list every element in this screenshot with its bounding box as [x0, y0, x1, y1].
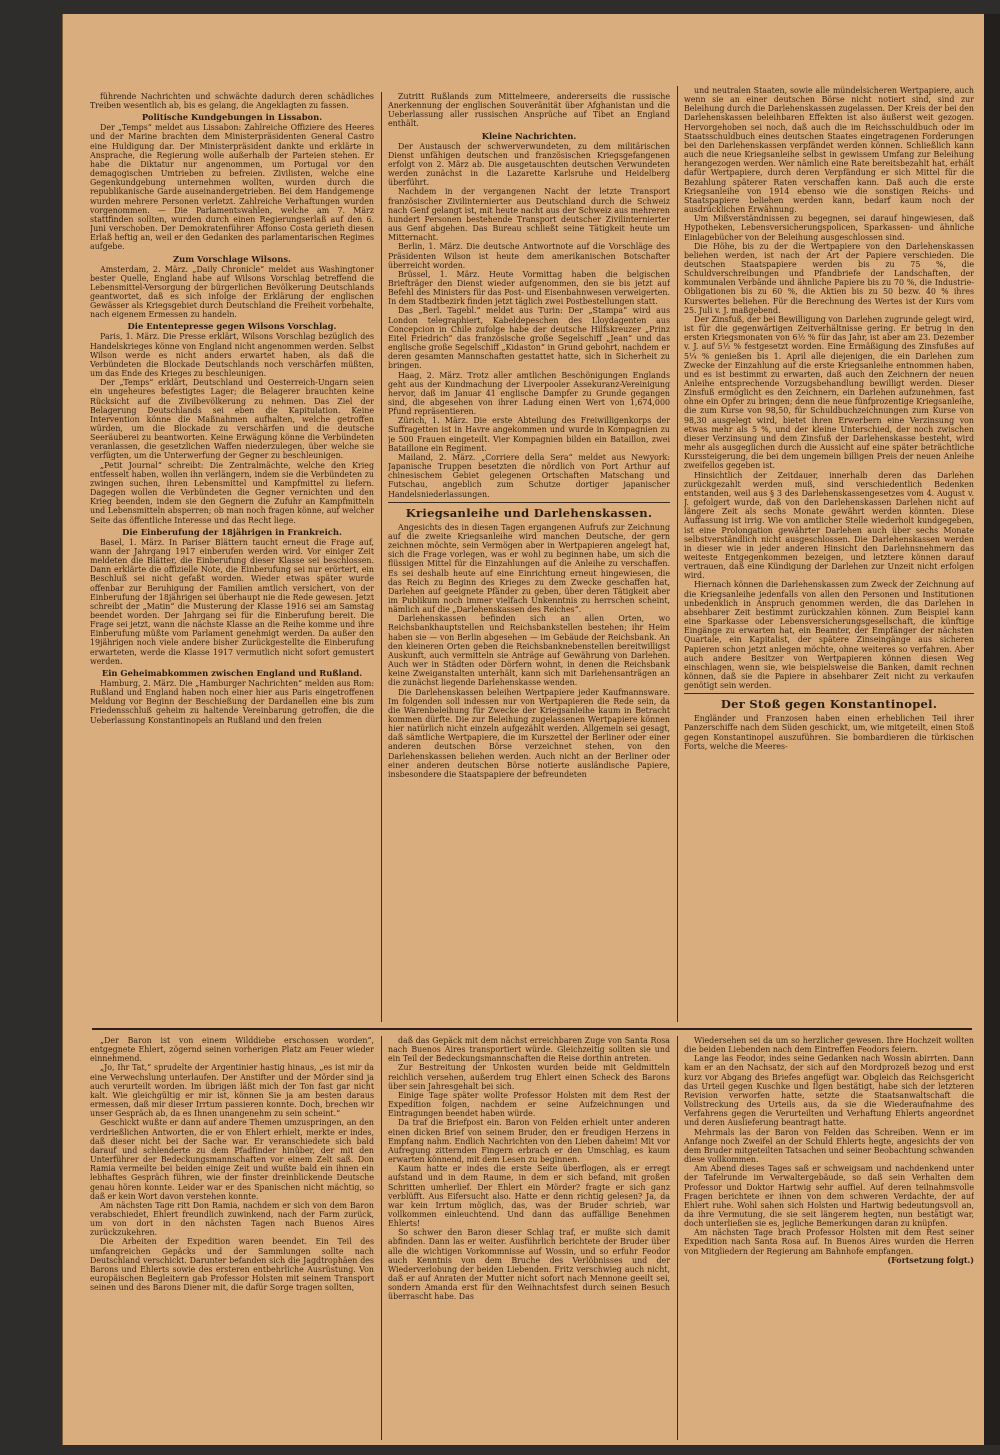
paragraph: Am nächsten Tage ritt Don Ramia, nachdem er sich von dem Baron verabschiedet, Ehlert freundlich zuwinkend, nach der Farm zurück, um von dort in den nächsten Tagen nach Buenos Aires zurückzukehren. [90, 1200, 374, 1238]
section-heading: Politische Kundgebungen in Lissabon. [141, 112, 323, 123]
top-column-2 [388, 92, 670, 1022]
paragraph: „Petit Journal“ schreibt: Die Zentralmächte, welche den Krieg entfesselt haben, wollen ihn verlängern, indem sie die Verbündeten zu zwingen suchen, ihren Lebensmittel und Kampfmittel zu liefern. Dagegen wollen die Verbündeten die Gegner vernichten und den Krieg beenden, indem sie den Gegnern die Zufuhr an Kampfmitteln und Lebensmitteln absperren; ob man noch fragen könne, auf welcher Seite das öffentliche Interesse und das Recht liege. [90, 460, 374, 525]
paragraph: Darlehenskassen befinden sich an allen Orten, wo Reichsbankhauptstellen und Reichsbankstellen bestehen; ihr Heim haben sie — von Berlin abgesehen — im Gebäude der Reichsbank. An den kleineren Orten geben die Reichsbanknebenstellen bereitwilligst Auskunft, auch vermitteln sie Anträge auf Gewährung von Darlehen. Auch wer in Städten oder Dörfern wohnt, in denen die Reichsbank keine Zweiganstalten unterhält, kann sich mit Darlehensanträgen an die zunächst liegende Darlehenskasse wenden. [388, 614, 670, 688]
section-heading: Kleine Nachrichten. [481, 130, 577, 141]
paragraph: und neutralen Staaten, sowie alle mündelsicheren Wertpapiere, auch wenn sie an einer deutschen Börse nicht notiert sind, sind zur Beleihung durch die Darlehenskassen zugelassen. Der Kreis der bei den Darlehenskassen beleihbaren Effekten ist also äußerst weit gezogen. Hervorgehoben sei noch, daß auch die im Reichsschuldbuch oder im Staatsschuldbuch eines deutschen Staates eingetragenen Forderungen bei den Darlehenskassen verpfändet werden können. Schließlich kann auch die neue Kriegsanleihe selbst in gewissem Umfang zur Beleihung herangezogen werden. Wer nämlich eine Rate bereitsbezahlt hat, erhält dafür Wertpapiere, durch deren Verpfändung er sich Mittel für die Bezahlung späterer Raten verschaffen kann. Daß auch die erste Kriegsanleihe von 1914 ebenso wie die sonstigen Reichs- und Staatspapiere beliehen werden kann, bedarf kaum noch der ausdrücklichen Erwähnung. [684, 86, 974, 215]
paragraph: Mehrmals las der Baron von Felden das Schreiben. Wenn er im Anfange noch Zweifel an der Schuld Ehlerts hegte, angesichts der von dem Bruder mitgeteilten Tatsachen und seiner Beobachtung schwanden diese vollkommen. [684, 1127, 974, 1165]
paragraph: Basel, 1. März. In Pariser Blättern taucht erneut die Frage auf, wann der Jahrgang 1917 einberufen werden wird. Vor einiger Zeit meldeten die Blätter, die Einberufung dieser Klasse sei beschlossen. Dann erklärte die offizielle Note, die Einberufung sei nur erörtert, ein Beschluß sei nicht gefaßt worden. Wieder etwas später wurde offenbar zur Beruhigung der Familien amtlich versichert, von der Einberufung der 18jährigen sei überhaupt nie die Rede gewesen. Jetzt schreibt der „Matin“ die Musterung der Klasse 1916 sei am Samstag beendet worden. Der Jahrgang sei für die Einberufung bereit. Die Frage sei jetzt, wann die nächste Klasse an die Reihe komme und ihre Einberufung müßte vom Parlament genehmigt werden. Da außer den 19jährigen noch viele andere bisher Zurückgestellte die Einberufung erwarteten, werde die Klasse 1917 vermutlich nicht sofort gemustert werden. [90, 537, 374, 666]
article-headline: Der Stoß gegen Konstantinopel. [720, 697, 938, 712]
paragraph: „Jo, Ihr Tat,“ sprudelte der Argentinier hastig hinaus, „es ist mir da eine Verwechslung unterlaufen. Der Anstifter und der Mörder sind ja auch verurteilt worden. Im übrigen läßt mich der Ton fast gar nicht kalt. Wie gleichgültig er mir ist, können Sie ja am besten daraus ermessen, daß mir dieser Irrtum passieren konnte. Doch, brechen wir unser Gespräch ab, da es Ihnen unangenehm zu sein scheint.“ [90, 1063, 374, 1119]
top-column-3 [684, 86, 974, 1022]
paragraph: Der Austausch der schwerverwundeten, zu dem militärischen Dienst unfähigen deutschen und französischen Kriegsgefangenen erfolgt von 2. März ab. Die ausgetauschten deutschen Verwundeten werden zunächst in die Lazarette Karlsruhe und Heidelberg überführt. [388, 141, 670, 188]
paragraph: Hamburg, 2. März. Die „Hamburger Nachrichten“ melden aus Rom: Rußland und England haben noch einer hier aus Paris eingetroffenen Meldung vor Beginn der Beschießung der Dardanellen eine bis zum Friedensschluß geheim zu haltende Vereinbarung getroffen, die die Ueberlassung Konstantinopels an Rußland und den freien [90, 678, 374, 725]
feuilleton-column-3 [684, 1036, 974, 1440]
paragraph: Das „Berl. Tagebl.“ meldet aus Turin: Der „Stampa“ wird aus London telegraphiert, Kabeldepeschen des Lloydagenten aus Concepcion in Chile zufolge habe der deutsche Hilfskreuzer „Prinz Eitel Friedrich“ das französische große Segelschiff „Jean“ und das englische große Segelschiff „Kidaston“ in Grund gebohrt, nachdem er deren gesamten Mannschaften gestattet hatte, sich in Sicherheit zu bringen. [388, 306, 670, 371]
top-column-1 [90, 92, 374, 1022]
section-heading: Ein Geheimabkommen zwischen England und Rußland. [101, 667, 363, 678]
paragraph: Engländer und Franzosen haben einen erheblichen Teil ihrer Panzerschiffe nach dem Süden geschickt, um, wie mitgeteilt, einen Stoß gegen Konstantinopel auszuführen. Sie bombardieren die türkischen Forts, welche die Meeres- [684, 714, 974, 751]
paragraph: Amsterdam, 2. März. „Daily Chronicle“ meldet aus Washingtoner bester Quelle, England habe auf Wilsons Vorschlag betreffend die Lebensmittel-Versorgung der bürgerlichen Bevölkerung Deutschlands geantwortet, daß es sich infolge der Erklärung der englischen Gewässer als Kriegsgebiet durch Deutschland die Freiheit vorbehalte, nach eigenem Ermessen zu handeln. [90, 264, 374, 320]
feuilleton-column-1 [90, 1036, 374, 1440]
paragraph: Berlin, 1. März. Die deutsche Antwortnote auf die Vorschläge des Präsidenten Wilson ist heute dem amerikanischen Botschafter überreicht worden. [388, 242, 670, 270]
article-separator [388, 502, 670, 503]
paragraph: Der „Temps“ meldet aus Lissabon: Zahlreiche Offiziere des Heeres und der Marine brachten dem Ministerpräsidenten General Castro eine Huldigung dar. Der Ministerpräsident dankte und erklärte in Ansprache, die Regierung wolle außerhalb der Parteien stehen. Er habe die Diktatur nur angenommen, um Portugal vor den demagogischen Umtrieben zu befreien. Zivilisten, welche eine Gegenkundgebung unternehmen wollten, wurden durch die republikanische Garde auseinandergetrieben. Bei dem Handgemenge wurden mehrere Personen verletzt. Zahlreiche Verhaftungen wurden vorgenommen. — Die Parlamentswahlen, welche am 7. März stattfinden sollten, wurden durch einen Regierungserlaß auf den 6. Juni verschoben. Der Demokratenführer Affonso Costa gerieth diesen Erlaß heftig an, weil er den Gedanken des parlamentarischen Regimes aufgebe. [90, 123, 374, 252]
paragraph: Angesichts des in diesen Tagen ergangenen Aufrufs zur Zeichnung auf die zweite Kriegsanleihe wird manchen Deutsche, der gern zeichnen möchte, sein Vermögen aber in Wertpapieren angelegt hat, sich die Frage vorlegen, was er wohl zu beginnen habe, um sich die flüssigen Mittel für die Einzahlungen auf die Anleihe zu verschaffen. Es sei deshalb heute auf eine Einrichtung erneut hingewiesen, die das Reich zu Beginn des Krieges zu dem Zwecke geschaffen hat, Darlehen auf geeignete Pfänder zu geben, über deren Tätigkeit aber im Publikum noch immer vielfach Unkenntnis zu herrschen scheint, nämlich auf die „Darlehenskassen des Reiches“. [388, 522, 670, 615]
binding-edge [984, 14, 1000, 1445]
feuilleton-separator [92, 1028, 972, 1030]
article-separator [684, 693, 974, 694]
paragraph: „Der Baron ist von einem Wilddiebe erschossen worden“, entgegnete Ehlert, zögernd seinen vorherigen Platz am Feuer wieder einnehmend. [90, 1036, 374, 1064]
paragraph: Haag, 2. März. Trotz aller amtlichen Beschönigungen Englands geht aus der Kundmachung der Liverpooler Assekuranz-Vereinigung hervor, daß im Januar 41 englische Dampfer zu Grunde gegangen sind, die abgesehen von ihrer Ladung einen Wert von 1,674,000 Pfund repräsentieren. [388, 370, 670, 417]
paragraph: führende Nachrichten und schwächte dadurch deren schädliches Treiben wesentlich ab, bis es gelang, die Angeklagten zu fassen. [90, 92, 374, 111]
paragraph: Am nächsten Tage brach Professor Holsten mit dem Rest seiner Expedition nach Santa Rosa auf. In Buenos Aires wurden die Herren von Mitgliedern der Regierung am Bahnhofe empfangen. [684, 1228, 974, 1256]
paragraph: Brüssel, 1. März. Heute Vormittag haben die belgischen Briefträger den Dienst wieder aufgenommen, den sie bis jetzt auf Befehl des Ministers für das Post- und Eisenbahnwesen verweigerten. In dem Stadtbezirk finden jetzt täglich zwei Postbestellungen statt. [388, 269, 670, 307]
paragraph: Einige Tage später wollte Professor Holsten mit dem Rest der Expedition folgen, nachdem er seine Aufzeichnungen und Eintragungen beendet haben würde. [388, 1090, 670, 1119]
paragraph: Kaum hatte er indes die erste Seite überflogen, als er erregt aufstand und in dem Raume, in dem er sich befand, mit großen Schritten umherlief. Der Ehlert ein Mörder? fragte er sich ganz verblüfft. Aus Eifersucht also. Hatte er denn richtig gelesen? Ja, da war kein Irrtum möglich, das, was der Bruder schrieb, war vollkommen einleuchtend. Und dann das auffällige Benehmen Ehlerts! [388, 1164, 670, 1229]
paragraph: Am Abend dieses Tages saß er schweigsam und nachdenkend unter der Tafelrunde im Verwaltergebäude, so daß sein Verhalten dem Professor und Doktor Hartwig sehr auffiel. Auf deren teilnahmsvolle Fragen berichtete er ihnen von dem schweren Verdachte, der auf Ehlert ruhe. Wohl sahen sich Holsten und Hartwig bedeutungsvoll an, da ihre Vermutung, die sie seit längerem hegten, nun bestätigt war, doch unterließen sie es, jegliche Bemerkungen daran zu knüpfen. [684, 1164, 974, 1229]
section-heading: Zum Vorschlage Wilsons. [173, 253, 291, 264]
article-headline: Kriegsanleihe und Darlehenskassen. [405, 505, 653, 520]
section-heading: Die Ententepresse gegen Wilsons Vorschlag. [127, 321, 337, 332]
column-divider [677, 86, 678, 1022]
paragraph: Wiedersehen sei da um so herzlicher gewesen. Ihre Hochzeit wollten die beiden Liebenden nach dem Eintreffen Feodors feiern. [684, 1036, 974, 1055]
paragraph: Die Darlehenskassen beleihen Wertpapiere jeder Kaufmannsware. Im folgenden soll indessen nur von Wertpapieren die Rede sein, da die Warenbeleihung für Zwecke der Kriegsanleihe kaum in Betracht kommen dürfte. Die zur Beleihung zugelassenen Wertpapiere können hier natürlich nicht einzeln aufgezählt werden. Allgemein sei gesagt, daß sämtliche Wertpapiere, die im Kurszettel der Berliner oder einer anderen deutschen Börse verzeichnet stehen, von den Darlehenskassen beliehen werden. Auch nicht an der Berliner oder einer anderen deutschen Börse notierte ausländische Papiere, insbesondere die Staatspapiere der befreundeten [388, 687, 670, 779]
paragraph: So schwer den Baron dieser Schlag traf, er mußte sich damit abfinden. Dann las er weiter. Ausführlich berichtete der Bruder über alle die wichtigen Vorkommnisse auf Wossin, und so erfuhr Feodor auch Kenntnis von dem Bruche des Verlöbnisses und der Wiederverlobung der beiden Liebenden. Fritz verschwieg auch nicht, daß er auf Anraten der Mutter nicht sofort nach Mennone geeilt sei, sondern Amanda erst für den Weihnachtsfest durch seinen Besuch überrascht habe. Das [388, 1228, 670, 1302]
column-divider [381, 1036, 382, 1440]
paragraph: Zürich, 1. März. Die erste Abteilung des Freiwilligenkorps der Suffragetten ist in Havre angekommen und wurde in Kompagnien zu je 500 Frauen eingeteilt. Vier Kompagnien bilden ein Bataillon, zwei Bataillone ein Regiment. [388, 416, 670, 453]
section-heading: Die Einberufung der 18jährigen in Frankreich. [122, 526, 342, 537]
paragraph: Nachdem in der vergangenen Nacht der letzte Transport französischer Zivilinternierter aus Deutschland durch die Schweiz nach Genf gelangt ist, mit heute nacht aus der Schweiz aus mehreren hundert Personen bestehende Transport deutscher Zivilinternierter aus Genf abgehen. Das Bureau schließt seine Tätigkeit heute um Mitternacht. [388, 187, 670, 243]
paragraph: Hinsichtlich der Zeitdauer, innerhalb deren das Darlehen zurückgezahlt werden muß, sind verschiedentlich Bedenken entstanden, weil aus § 3 des Darlehenskassengesetzes vom 4. August v. J. gefolgert wurde, daß von den Darlehenskassen Darlehen nicht auf längere Zeit als sechs Monate gewährt werden könnten. Diese Auffassung ist irrig. Wie von amtlicher Stelle wiederholt kundgegeben, ist eine Prolongation gewährter Darlehen auch über sechs Monate selbstverständlich nicht ausgeschlossen. Die Darlehenskassen werden in dieser wie in jeder anderen Hinsicht den Darlehnsnehmern das weiteste Entgegenkommen bezeigen, und letztere können darauf vertrauen, daß eine Kündigung der Darlehen zur Unzeit nicht erfolgen wird. [684, 470, 974, 581]
paragraph: Der Zinsfuß, der bei Bewilligung von Darlehen zugrunde gelegt wird, ist für die gegenwärtigen Zeitverhältnisse gering. Er betrug in den ersten Kriegsmonaten von 6½ % für das Jahr, ist aber am 23. Dezember v. J. auf 5½ % festgesetzt worden. Eine Ermäßigung des Zinsfußes auf 5¼ % genießen bis 1. April alle diejenigen, die ein Darlehen zum Zwecke der Einzahlung auf die erste Kriegsanleihe entnommen haben, und es ist bestimmt zu erwarten, daß auch den Zeichnern der neuen Anleihe entsprechende Vorzugsbehandlung bewilligt werden. Dieser Zinsfuß ermöglicht es den Zeichnern, ein Darlehen aufzunehmen, fast ohne ein Opfer zu bringen; denn die neue fünfprozentige Kriegsanleihe, die zum Kurse von 98,50, für Schuldbuchzeichnungen zum Kurse von 98,30 ausgelegt wird, bietet ihren Erwerbern eine Verzinsung von etwas mehr als 5 %, und der kleine Unterschied, der noch zwischen dieser Verzinsung und dem Zinsfuß der Darlehenskasse besteht, wird mehr als ausgeglichen durch die Aussicht auf eine später beträchtliche Kurssteigerung, die bei dem ungemein billigen Preis der neuen Anleihe zweifellos gegeben ist. [684, 314, 974, 471]
paragraph: Hiernach können die Darlehenskassen zum Zweck der Zeichnung auf die Kriegsanleihe jedenfalls von allen den Personen und Institutionen unbedenklich in Anspruch genommen werden, die das Darlehen in absehbarer Zeit bestimmt zurückzahlen können. Zum Beispiel kann eine Sparkasse oder Lebensversicherungsgesellschaft, die künftige Eingänge zu erwarten hat, ein Beamter, der Empfänger der nächsten Quartale, ein Kapitalist, der spätere Zinseingänge aus sicheren Papieren schon jetzt anlegen möchte, ohne weiteres so verfahren. Aber auch andere Besitzer von Wertpapieren können diesen Weg einschlagen, wenn sie, wie beispielsweise die Banken, damit rechnen können, daß sie die Papiere in absehbarer Zeit nicht zu verkaufen genötigt sein werden. [684, 580, 974, 691]
paragraph: Um Mißverständnissen zu begegnen, sei darauf hingewiesen, daß Hypotheken, Lebensversicherungspolicen, Sparkassen- und ähnliche Einlagebücher von der Beleihung ausgeschlossen sind. [684, 214, 974, 242]
paragraph: daß das Gepäck mit dem nächst erreichbaren Zuge von Santa Rosa nach Buenos Aires transportiert würde. Gleichzeitig sollten sie und ein Teil der Bedeckungsmannschaften die Reise dorthin antreten. [388, 1036, 670, 1064]
paragraph: Die Arbeiten der Expedition waren beendet. Ein Teil des umfangreichen Gepäcks und der Sammlungen sollte nach Deutschland verschickt. Darunter befanden sich die Jagdtrophäen des Barons und Ehlerts sowie des ersteren entbehrliche Ausrüstung. Von europäischen Begleitern gab Professor Holsten mit seinem Transport seinen und des Barons Diener mit, die dafür Sorge tragen sollten, [90, 1237, 374, 1293]
paragraph: Die Höhe, bis zu der die Wertpapiere von den Darlehenskassen beliehen werden, ist nach der Art der Papiere verschieden. Die deutschen Staatspapiere werden bis zu 75 %, die Schuldverschreibungen und Pfandbriefe der Landschaften, der kommunalen Verbände und ähnliche Papiere bis zu 70 %, die Industrie-Obligationen bis zu 60 %, die Aktien bis zu 50 bezw. 40 % ihres Kurswertes beliehen. Für die Berechnung des Wertes ist der Kurs vom 25. Juli v. J. maßgebend. [684, 241, 974, 315]
paragraph: Der „Temps“ erklärt, Deutschland und Oesterreich-Ungarn seien ein ungeheures befestigtes Lager; die Belagerer brauchten keine Rücksicht auf die Zivilbevölkerung zu nehmen. Das Ziel der Belagerung Deutschlands sei eben die Kapitulation. Keine Intervention könne die Maßnahmen aufhalten, welche getroffen würden, um die Blockade zu verschärfen und die deutsche Seeräuberei zu beantworten. Keine Erwägung könne die Verbündeten veranlassen, die gesetzlichen Waffen niederzulegen, über welche sie verfügten, um die Unterwerfung der Gegner zu beschleunigen. [90, 378, 374, 461]
paragraph: Zutritt Rußlands zum Mittelmeere, andererseits die russische Anerkennung der englischen Souveränität über Afghanistan und die Ueberlassung aller russischen Ansprüche auf Tibet an England enthält. [388, 92, 670, 129]
paragraph: Mailand, 2. März. „Corriere della Sera“ meldet aus Newyork: Japanische Truppen besetzten die nördlich von Port Arthur auf chinesischem Gebiet gelegenen Ortschaften Matschang und Futschau, angeblich zum Schutze dortiger japanischer Handelsniederlassungen. [388, 452, 670, 499]
column-divider [677, 1036, 678, 1440]
paragraph: Da traf die Briefpost ein. Baron von Felden erhielt unter anderen einen dicken Brief von seinem Bruder, den er freudigen Herzens in Empfang nahm. Endlich Nachrichten von den Lieben daheim! Mit vor Aufregung zitternden Fingern erbrach er den Umschlag, es kaum erwarten könnend, mit dem Lesen zu beginnen. [388, 1118, 670, 1165]
paragraph: Lange las Feodor, indes seine Gedanken nach Wossin abirrten. Dann kam er an den Nachsatz, der sich auf den Mordprozeß bezog und erst kurz vor Abgang des Briefes angefügt war. Obgleich das Reichsgericht das Urteil gegen Kuschke und Ilgen bestätigt, habe sich der letzteren Revision verworfen hatte, setzte die Staatsanwaltschaft die Vollstreckung des Urteils aus, da sie die Wiederaufnahme des Verfahrens gegen die Verurteilten und Verhaftung Ehlerts angeordnet und deren Auslieferung beantragt hatte. [684, 1054, 974, 1128]
paragraph: Geschickt wußte er dann auf andere Themen umzuspringen, an den verdrießlichen Antworten, die er von Ehlert erhielt, merkte er indes, daß dieser nicht bei der Sache war. Er veranschiedete sich bald darauf und schlenderte zu dem Pfadfinder hinüber, der mit den Unterführer der Bedeckungsmannschaften vor einem Zelt saß. Don Ramia vermeilte bei beiden einige Zeit und wußte bald ein ihnen ein lebhaftes Gespräch führen, wie der finster dreinblickende Deutsche genau hören konnte. Leider war er des Spanischen nicht mächtig, so daß er kein Wort davon verstehen konnte. [90, 1118, 374, 1201]
column-divider [381, 92, 382, 1022]
feuilleton-column-2 [388, 1036, 670, 1440]
paragraph: Paris, 1. März. Die Presse erklärt, Wilsons Vorschlag bezüglich des Handelskrieges könne von England nicht angenommen werden. Selbst Wilson werde es nicht anders erwartet haben, als daß die Verbündeten die Blockade Deutschlands noch verschärfen müßten, um das Ende des Krieges zu beschleunigen. [90, 332, 374, 379]
continuation-note: (Fortsetzung folgt.) [887, 1255, 974, 1265]
paragraph: Zur Bestreitung der Unkosten wurden beide mit Geldmitteln reichlich versehen, außerdem trug Ehlert einen Scheck des Barons über sein Jahresgehalt bei sich. [388, 1063, 670, 1091]
